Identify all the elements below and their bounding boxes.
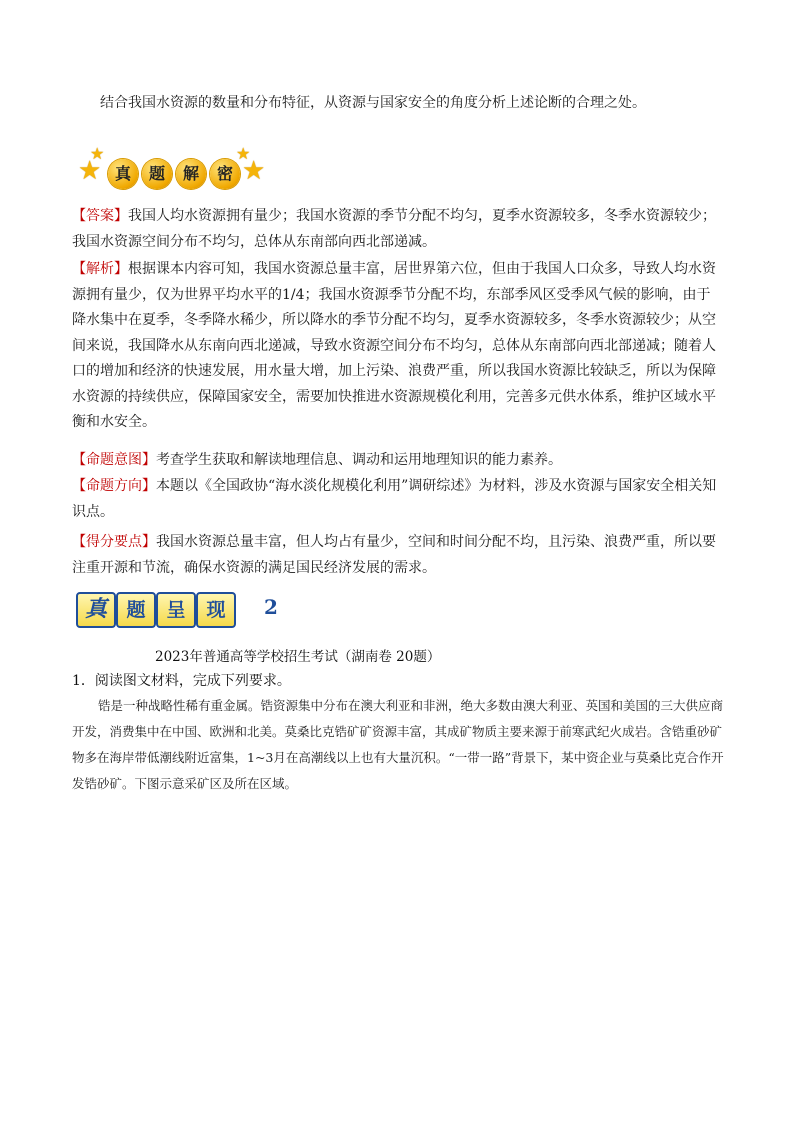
points-tag: 【得分要点】: [72, 534, 156, 550]
intent-paragraph: [72, 448, 722, 474]
banner-tile: 呈: [156, 592, 196, 628]
banner-char: 解: [176, 159, 206, 189]
banner-tile: 题: [116, 592, 156, 628]
star-left-icon: ★: [78, 156, 102, 186]
star-small-icon: ★: [236, 144, 251, 163]
banner-tile: 真: [76, 592, 116, 628]
banner-char: 密: [210, 159, 240, 189]
intent-tag: 【命题意图】: [72, 452, 156, 468]
star-right-icon: ★: [242, 156, 266, 186]
intent-text: 考查学生获取和解读地理信息、调动和运用地理知识的能力素养。: [156, 452, 562, 468]
analysis-text: 根据课本内容可知，我国水资源总量丰富，居世界第六位，但由于我国人口众多，导致人均水资源拥有量少，仅为世界平均水平的1/4；我国水资源季节分配不均，东部季风区受季风气候的影响，由于降水集中在夏季，冬季降水稀少，所以降水的季节分配不均匀，夏季水资源较多，冬季水资源较少；从空间来说，我国降水从东南向西北递减，导致水资源空间分布不均匀，总体从东南部向西北部递减；随着人口的增加和经济的快速发展，用水量大增，加上污染、浪费严重，所以我国水资源比较缺乏，所以为保障水资源的持续供应，保障国家安全，需要加快推进水资源规模化利用，完善多元供水体系，维护区域水平衡和水安全。: [72, 261, 716, 430]
analysis-tag: 【解析】: [72, 261, 128, 277]
points-paragraph: [72, 530, 722, 581]
banner-tile: 现: [196, 592, 236, 628]
material-paragraph: 锆是一种战略性稀有重金属。锆资源集中分布在澳大利亚和非洲，绝大多数由澳大利亚、英国和美国的三大供应商开发，消费集中在中国、欧洲和北美。莫桑比克锆矿矿资源丰富，其成矿物质主要来源于前寒武纪火成岩。含锆重砂矿物多在海岸带低潮线附近富集，1~3月在高潮线以上也有大量沉积。“一带一路”背景下，某中资企业与莫桑比克合作开发锆砂矿。下图示意采矿区及所在区域。: [72, 698, 724, 791]
answer-paragraph: [72, 204, 722, 255]
star-small-icon: ★: [90, 144, 105, 163]
section-banner-answer-decode: [78, 144, 268, 194]
direction-text: 本题以《全国政协“海水淡化规模化利用”调研综述》为材料，涉及水资源与国家安全相关知识点。: [72, 478, 717, 520]
question-instruction: 1．阅读图文材料，完成下列要求。: [72, 673, 291, 689]
exam-title: 2023年普通高等学校招生考试（湖南卷 20题）: [155, 649, 441, 665]
points-text: 我国水资源总量丰富，但人均占有量少，空间和时间分配不均，且污染、浪费严重，所以要注重开源和节流，确保水资源的满足国民经济发展的需求。: [72, 534, 716, 576]
banner-char: 题: [142, 159, 172, 189]
analysis-paragraph: [72, 257, 722, 436]
direction-tag: 【命题方向】: [72, 478, 156, 494]
intro-paragraph: 结合我国水资源的数量和分布特征，从资源与国家安全的角度分析上述论断的合理之处。: [100, 95, 646, 111]
answer-tag: 【答案】: [72, 208, 128, 224]
banner-char: 真: [108, 159, 138, 189]
section-number: 2: [264, 595, 278, 619]
direction-paragraph: [72, 474, 722, 525]
answer-text: 我国人均水资源拥有量少；我国水资源的季节分配不均匀，夏季水资源较多，冬季水资源较少；我国水资源空间分布不均匀，总体从东南部向西北部递减。: [72, 208, 716, 250]
